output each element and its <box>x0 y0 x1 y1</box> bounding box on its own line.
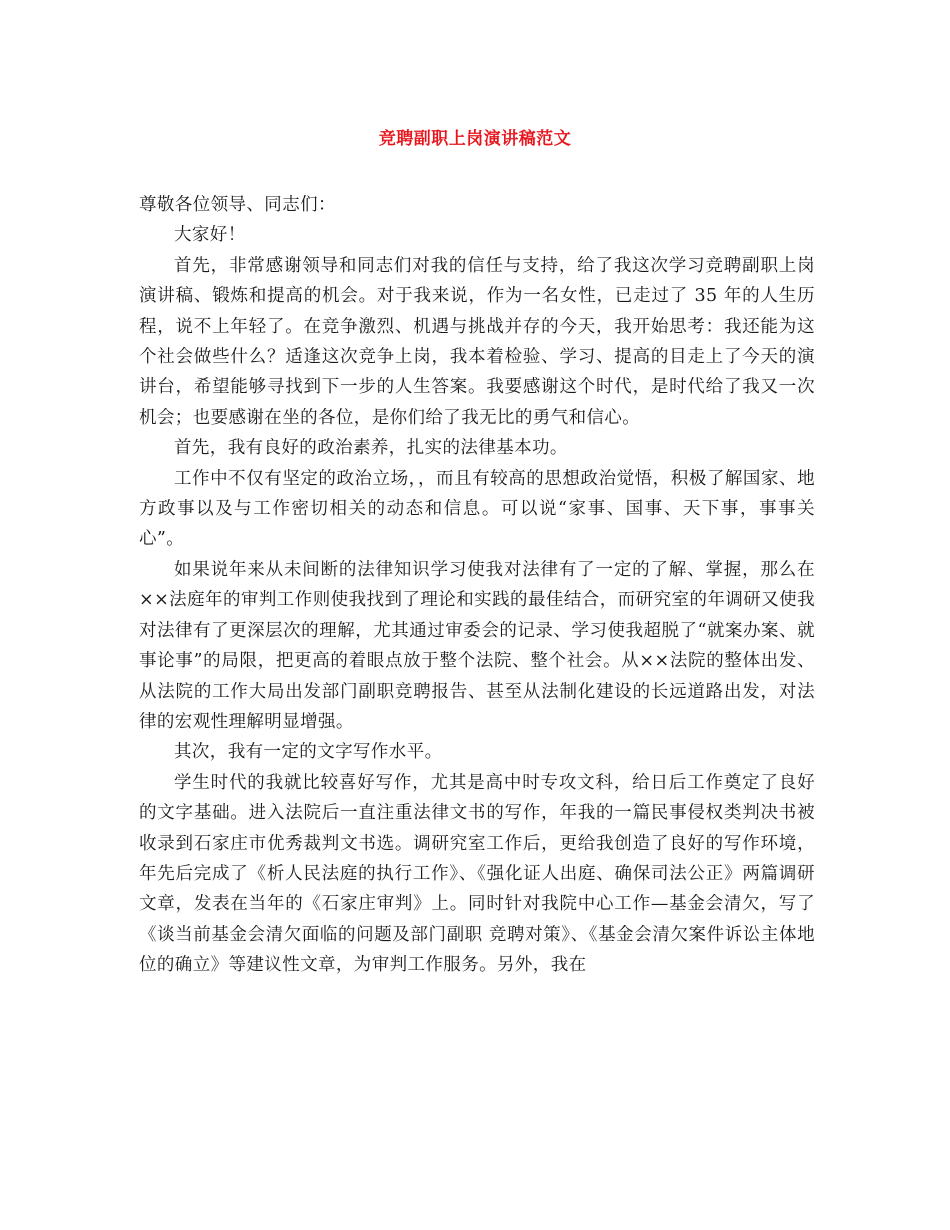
salutation: 尊敬各位领导、同志们： <box>139 195 336 215</box>
document-body <box>139 190 815 981</box>
paragraph-point-political: 首先，我有良好的政治素养，扎实的法律基本功。 <box>174 438 568 459</box>
paragraph-introduction: 首先，非常感谢领导和同志们对我的信任与支持，给了我这次学习竞聘副职上岗演讲稿、锻炼和提高的机会。对于我来说，作为一名女性，已走过了 35 年的人生历程，说不上年轻了。在竞争激烈、机遇与挑战并存的今天，我开始思考：我还能为这个社会做些什么？适逢这次竞争上岗，我本着检验、学习、提高的目走上了今天的演讲台，希望能够寻找到下一步的人生答案。我要感谢这个时代，是时代给了我又一次机会；也要感谢在坐的各位，是你们给了我无比的勇气和信心。 <box>139 255 815 428</box>
paragraph-greeting: 大家好！ <box>174 225 246 246</box>
paragraph-point-writing: 其次，我有一定的文字写作水平。 <box>174 742 443 763</box>
paragraph-legal-study: 如果说年来从未间断的法律知识学习使我对法律有了一定的了解、掌握，那么在××法庭年的审判工作则使我找到了理论和实践的最佳结合，而研究室的年调研又使我对法律有了更深层次的理解，尤其通过审委会的记录、学习使我超脱了“就案办案、就事论事”的局限，把更高的着眼点放于整个法院、整个社会。从××法院的整体出发、从法院的工作大局出发部门副职竞聘报告、甚至从法制化建设的长远道路出发，对法律的宏观性理解明显增强。 <box>139 559 815 732</box>
document-title: 竞聘副职上岗演讲稿范文 <box>378 129 572 149</box>
paragraph-political-detail: 工作中不仅有坚定的政治立场，，而且有较高的思想政治觉悟，积极了解国家、地方政事以及与工作密切相关的动态和信息。可以说“家事、国事、天下事，事事关心”。 <box>139 468 815 550</box>
paragraph-writing-detail: 学生时代的我就比较喜好写作，尤其是高中时专攻文科，给日后工作奠定了良好的文字基础。进入法院后一直注重法律文书的写作，年我的一篇民事侵权类判决书被收录到石家庄市优秀裁判文书选。调研究室工作后，更给我创造了良好的写作环境，年先后完成了《析人民法庭的执行工作》、《强化证人出庭、确保司法公正》两篇调研文章，发表在当年的《石家庄审判》上。同时针对我院中心工作—基金会清欠，写了《谈当前基金会清欠面临的问题及部门副职 竞聘对策》、《基金会清欠案件诉讼主体地位的确立》等建议性文章，为审判工作服务。另外，我在 <box>139 772 815 976</box>
